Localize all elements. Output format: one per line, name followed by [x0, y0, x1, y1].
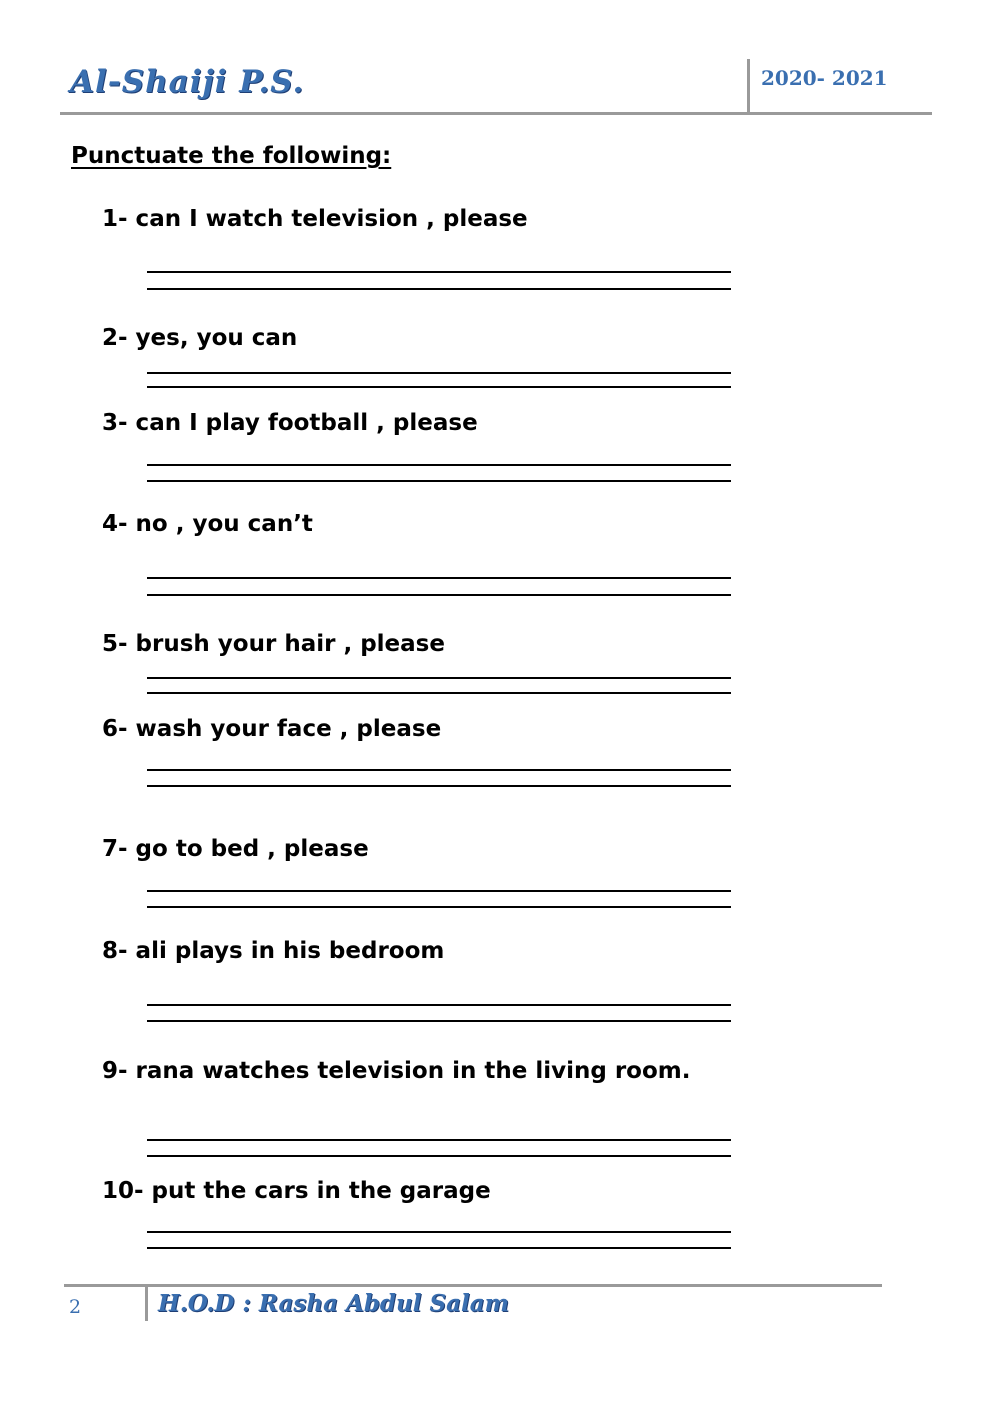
answer-line: [147, 1247, 731, 1249]
exercise-prompt: 1- can I watch television , please: [102, 206, 528, 232]
exercise-item: [102, 509, 313, 539]
answer-line: [147, 386, 731, 388]
exercise-prompt: 8- ali plays in his bedroom: [102, 938, 445, 964]
exercise-prompt: 9- rana watches television in the living room.: [102, 1058, 691, 1084]
answer-line: [147, 271, 731, 273]
answer-line: [147, 1155, 731, 1157]
exercise-prompt: 2- yes, you can: [102, 325, 298, 351]
exercise-prompt: 7- go to bed , please: [102, 836, 369, 862]
answer-line: [147, 288, 731, 290]
answer-line: [147, 769, 731, 771]
answer-line: [147, 1020, 731, 1022]
answer-line: [147, 1139, 731, 1141]
exercise-item: [102, 408, 478, 438]
exercise-prompt: 3- can I play football , please: [102, 410, 478, 436]
answer-line: [147, 906, 731, 908]
answer-line: [147, 785, 731, 787]
answer-line: [147, 1004, 731, 1006]
page-number: 2: [69, 1296, 82, 1318]
answer-line: [147, 890, 731, 892]
exercise-item: [102, 1176, 491, 1206]
school-year: 2020- 2021: [761, 66, 888, 90]
exercise-prompt: 4- no , you can’t: [102, 511, 313, 537]
worksheet-heading: Punctuate the following:: [71, 143, 392, 169]
answer-line: [147, 1231, 731, 1233]
answer-line: [147, 577, 731, 579]
exercise-item: [102, 714, 441, 744]
exercise-item: [102, 629, 445, 659]
answer-line: [147, 594, 731, 596]
exercise-prompt: 10- put the cars in the garage: [102, 1178, 491, 1204]
header-rule: [60, 112, 932, 115]
exercise-prompt: 6- wash your face , please: [102, 716, 442, 742]
answer-line: [147, 677, 731, 679]
exercise-item: [102, 1056, 690, 1086]
footer-divider: [145, 1287, 148, 1321]
footer-rule: [64, 1284, 882, 1287]
school-name: Al-Shaiji P.S.: [70, 64, 305, 100]
exercise-item: [102, 936, 444, 966]
answer-line: [147, 480, 731, 482]
answer-line: [147, 692, 731, 694]
exercise-item: [102, 834, 369, 864]
exercise-item: [102, 323, 297, 353]
header-divider: [747, 59, 750, 113]
exercise-prompt: 5- brush your hair , please: [102, 631, 445, 657]
answer-line: [147, 372, 731, 374]
hod-credit: H.O.D : Rasha Abdul Salam: [158, 1290, 509, 1317]
exercise-item: [102, 204, 528, 234]
answer-line: [147, 464, 731, 466]
